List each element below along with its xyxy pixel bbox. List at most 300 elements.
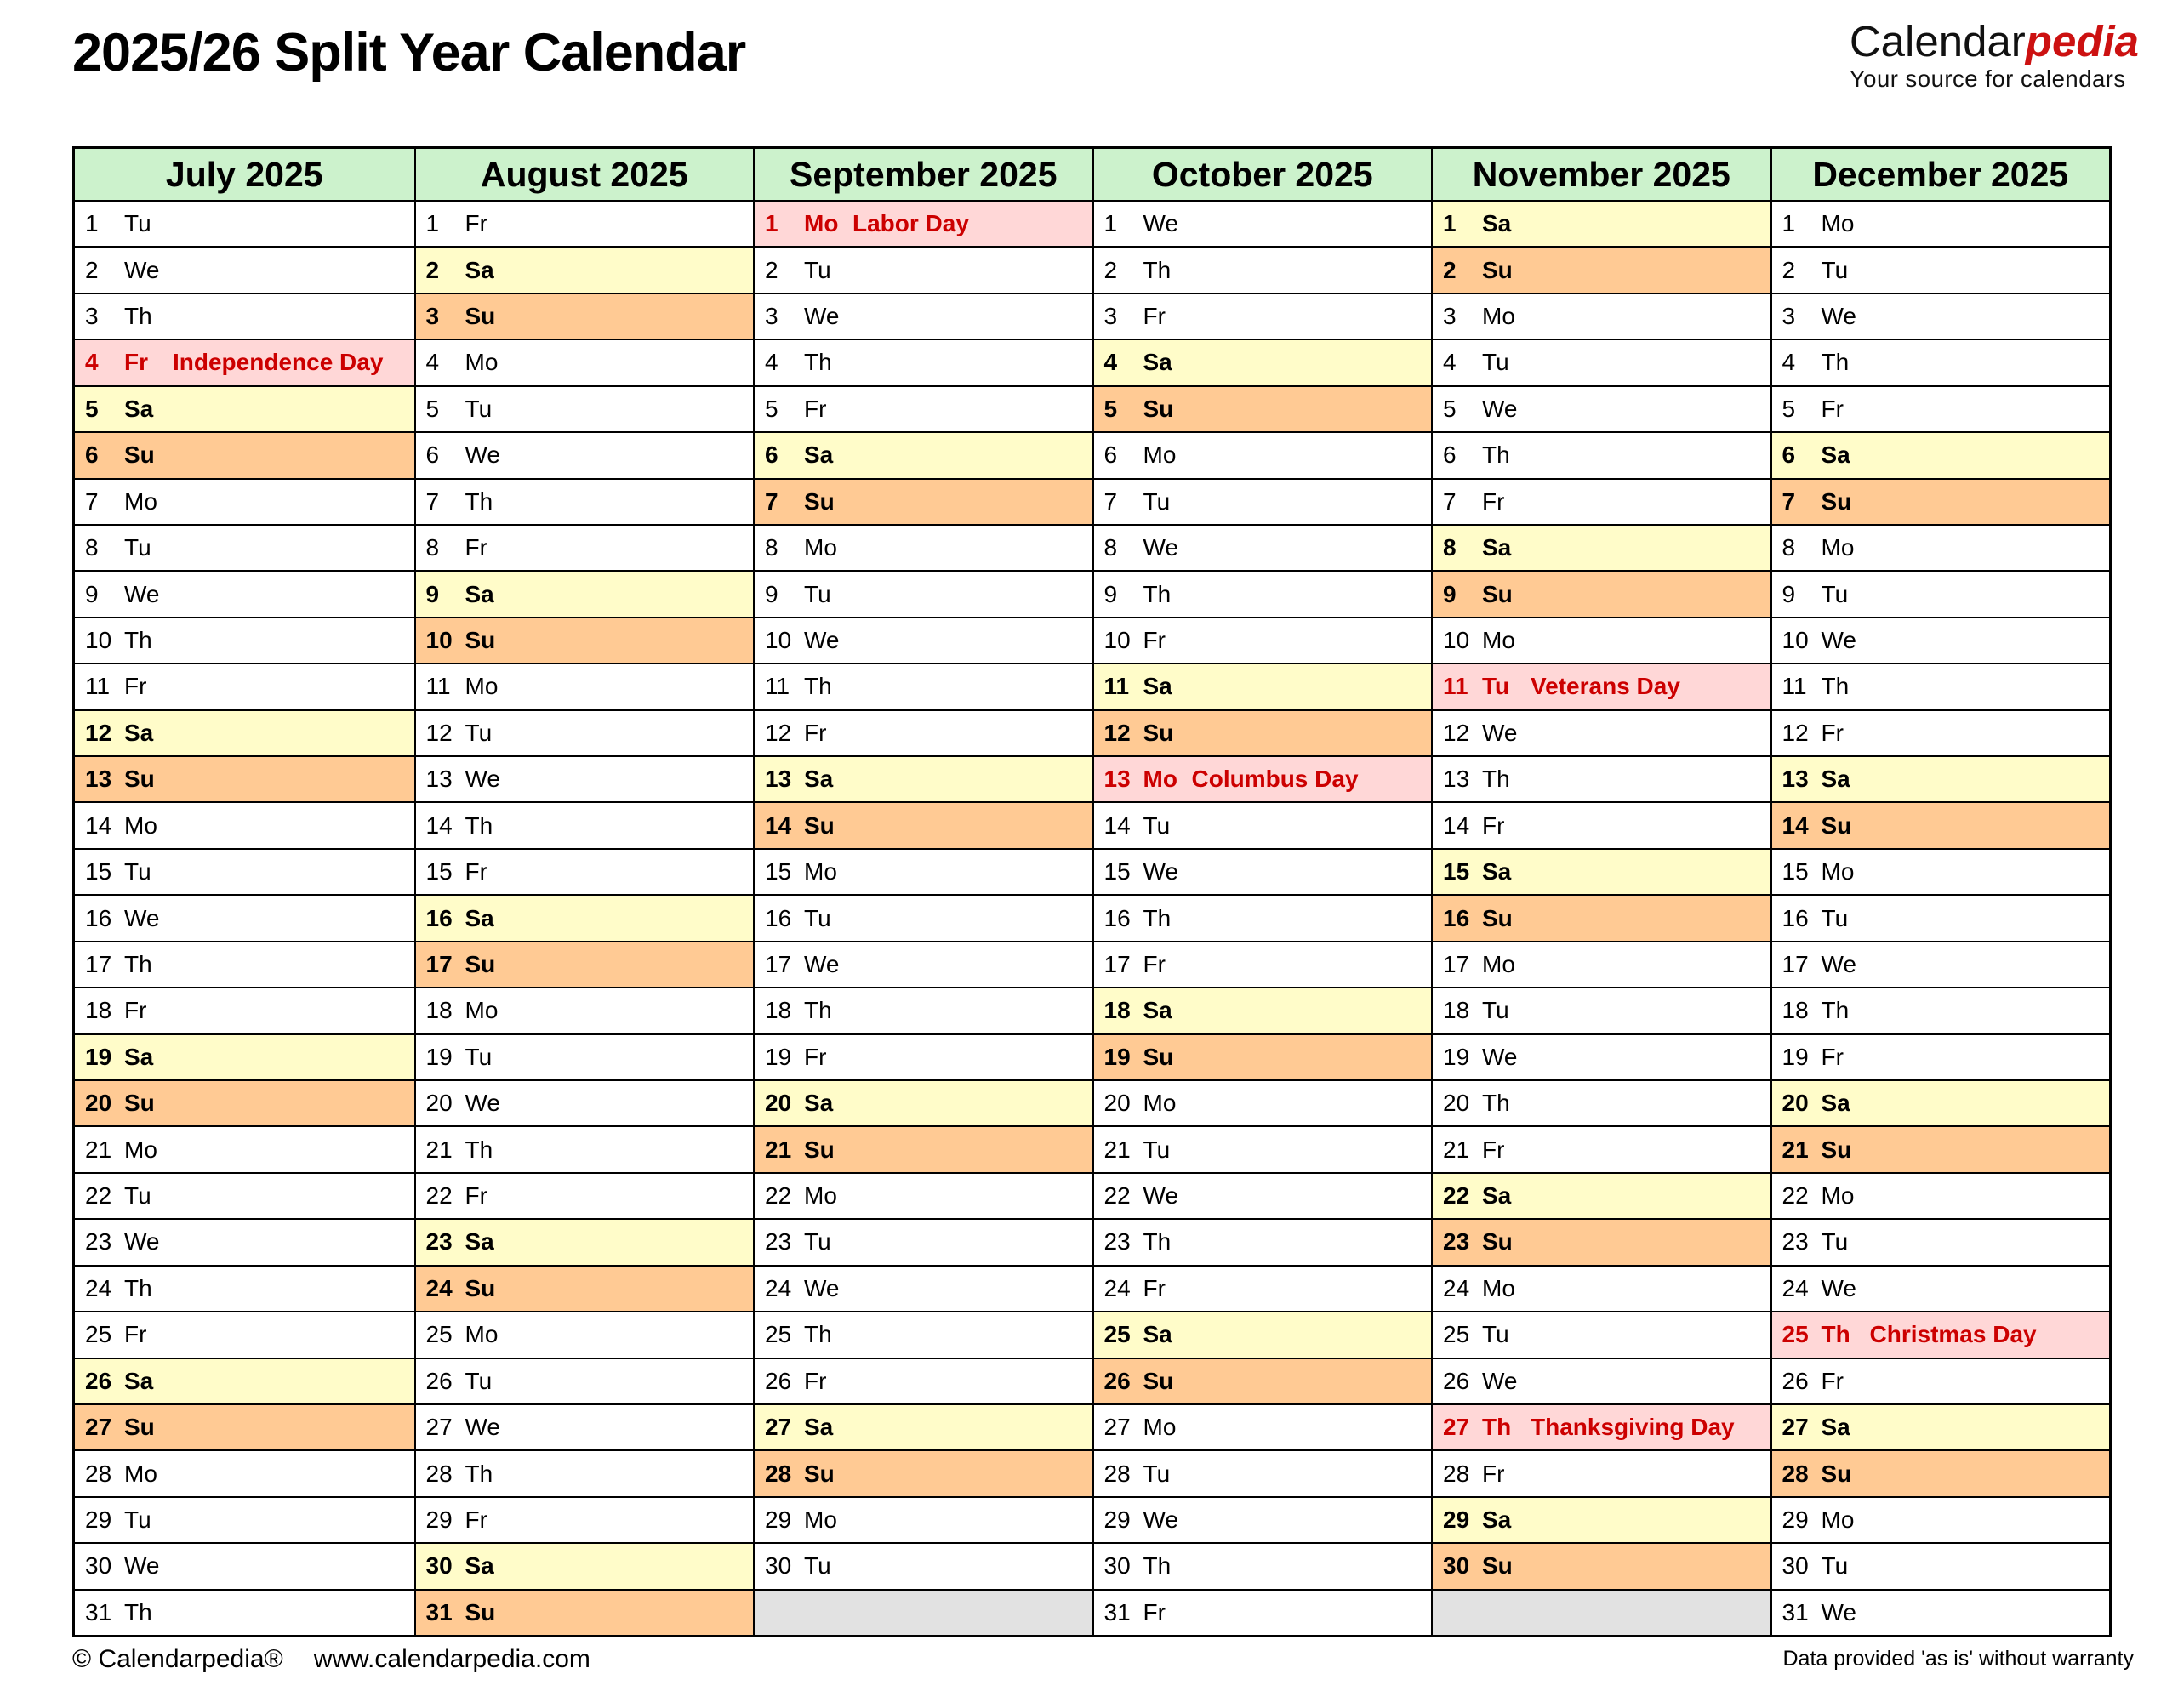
day-weekday: We — [1821, 950, 1856, 977]
day-weekday: Mo — [804, 210, 839, 237]
day-cell — [75, 941, 414, 987]
day-cell — [1772, 202, 2110, 246]
day-number: 15 — [1103, 858, 1131, 885]
day-weekday: Th — [1821, 349, 1850, 376]
day-number: 26 — [1782, 1367, 1809, 1394]
day-weekday: Th — [1143, 1228, 1172, 1255]
day-cell — [1094, 339, 1432, 384]
day-number: 26 — [425, 1367, 453, 1394]
day-weekday: Tu — [804, 1552, 831, 1580]
day-number: 24 — [765, 1274, 792, 1301]
day-cell — [1094, 987, 1432, 1033]
day-weekday: Sa — [465, 580, 494, 607]
day-number: 30 — [1782, 1552, 1809, 1580]
day-cell — [1772, 1218, 2110, 1264]
day-weekday: Tu — [804, 904, 831, 931]
day-number: 8 — [1443, 534, 1457, 561]
day-weekday: Fr — [804, 1367, 827, 1394]
day-number: 15 — [765, 858, 792, 885]
day-cell — [755, 1079, 1092, 1125]
day-cell — [75, 894, 414, 940]
day-cell — [1094, 709, 1432, 755]
day-weekday: Fr — [1821, 1043, 1844, 1070]
day-cell — [75, 202, 414, 246]
day-weekday: We — [124, 904, 160, 931]
day-number: 7 — [1103, 487, 1118, 515]
day-weekday: Fr — [804, 395, 827, 422]
day-weekday: Fr — [465, 858, 487, 885]
day-weekday: Mo — [1821, 1182, 1855, 1210]
day-weekday: Tu — [1482, 1321, 1509, 1348]
day-number: 4 — [1443, 349, 1457, 376]
day-cell — [1772, 894, 2110, 940]
day-cell — [416, 1125, 754, 1171]
day-weekday: Su — [804, 1136, 835, 1163]
day-number: 19 — [425, 1043, 453, 1070]
day-number: 6 — [1103, 441, 1118, 469]
day-number: 10 — [1103, 627, 1131, 653]
day-number: 6 — [1443, 441, 1457, 469]
day-number: 12 — [765, 719, 792, 746]
holiday-label: Thanksgiving Day — [1531, 1414, 1735, 1441]
day-number: 7 — [1782, 487, 1796, 515]
day-weekday: We — [1482, 395, 1518, 422]
day-number: 21 — [765, 1136, 792, 1163]
day-cell — [1433, 1496, 1770, 1542]
day-number: 21 — [1103, 1136, 1131, 1163]
day-cell — [75, 663, 414, 709]
day-number: 11 — [1443, 673, 1468, 700]
day-cell — [75, 987, 414, 1033]
day-number: 30 — [1443, 1552, 1470, 1580]
day-cell — [75, 1358, 414, 1403]
page-footer — [72, 1645, 2134, 1674]
day-weekday: Th — [804, 349, 832, 376]
day-weekday: Th — [1821, 1321, 1850, 1348]
day-cell — [1094, 941, 1432, 987]
day-cell — [75, 1265, 414, 1311]
day-cell — [1094, 1172, 1432, 1218]
day-cell — [1772, 431, 2110, 477]
day-weekday: Sa — [124, 395, 154, 422]
day-cell — [416, 894, 754, 940]
day-cell — [755, 570, 1092, 616]
day-number: 15 — [1782, 858, 1809, 885]
day-cell — [1772, 1172, 2110, 1218]
day-number: 20 — [425, 1090, 453, 1117]
day-weekday: We — [804, 1274, 840, 1301]
day-number: 5 — [765, 395, 778, 422]
day-weekday: Mo — [1482, 303, 1515, 330]
day-weekday: Su — [1143, 1367, 1174, 1394]
day-number: 26 — [1443, 1367, 1470, 1394]
day-number: 13 — [1782, 766, 1809, 793]
day-cell — [416, 385, 754, 431]
day-number: 14 — [1782, 811, 1809, 839]
day-number: 24 — [1443, 1274, 1470, 1301]
day-weekday: Su — [804, 811, 835, 839]
day-cell — [75, 1589, 414, 1635]
day-weekday: Su — [465, 627, 496, 653]
month-header: November 2025 — [1433, 149, 1770, 202]
day-weekday: We — [1143, 534, 1178, 561]
day-number: 18 — [765, 997, 792, 1024]
day-weekday: Mo — [124, 1460, 157, 1487]
day-number: 15 — [1443, 858, 1470, 885]
day-cell — [416, 246, 754, 292]
day-weekday: Sa — [1821, 441, 1850, 469]
day-weekday: Tu — [804, 580, 831, 607]
day-number: 29 — [1103, 1506, 1131, 1534]
day-number: 1 — [1103, 210, 1118, 237]
day-number: 2 — [1443, 256, 1457, 283]
day-number: 25 — [1782, 1321, 1809, 1348]
day-weekday: Mo — [1482, 1274, 1515, 1301]
day-number: 28 — [1782, 1460, 1809, 1487]
day-number: 30 — [425, 1552, 453, 1580]
day-cell — [75, 1218, 414, 1264]
day-weekday: Fr — [1482, 1460, 1505, 1487]
holiday-label: Independence Day — [173, 349, 384, 376]
day-number: 3 — [85, 303, 99, 330]
day-number: 24 — [85, 1274, 112, 1301]
day-weekday: Tu — [804, 256, 831, 283]
day-weekday: Th — [1821, 673, 1850, 700]
day-cell — [1772, 1265, 2110, 1311]
day-cell — [75, 1542, 414, 1588]
holiday-label: Columbus Day — [1191, 766, 1359, 793]
day-number: 28 — [1443, 1460, 1470, 1487]
month-header: July 2025 — [75, 149, 414, 202]
day-cell — [416, 1403, 754, 1449]
day-cell — [1094, 617, 1432, 663]
day-cell — [1094, 1311, 1432, 1357]
day-weekday: Mo — [1143, 1090, 1177, 1117]
day-cell — [416, 1033, 754, 1079]
day-weekday: Fr — [124, 997, 147, 1024]
day-number: 22 — [765, 1182, 792, 1210]
day-weekday: We — [465, 441, 500, 469]
footer-copyright-line — [72, 1645, 590, 1674]
day-weekday: Fr — [465, 534, 487, 561]
day-weekday: Fr — [1143, 627, 1166, 653]
day-weekday: Sa — [124, 719, 154, 746]
day-number: 8 — [85, 534, 99, 561]
day-number: 4 — [765, 349, 778, 376]
day-number: 10 — [1782, 627, 1809, 653]
day-cell — [755, 1311, 1092, 1357]
day-weekday: Tu — [804, 1228, 831, 1255]
day-weekday: Fr — [124, 349, 148, 376]
day-number: 15 — [85, 858, 112, 885]
day-weekday: We — [124, 580, 160, 607]
day-weekday: Th — [1143, 256, 1172, 283]
day-cell — [755, 848, 1092, 894]
day-cell — [755, 1172, 1092, 1218]
day-weekday: Fr — [1482, 811, 1505, 839]
day-weekday: Th — [1143, 1552, 1172, 1580]
day-number: 26 — [765, 1367, 792, 1394]
day-number: 17 — [1443, 950, 1470, 977]
day-cell — [75, 755, 414, 801]
day-number: 13 — [1443, 766, 1470, 793]
day-number: 23 — [425, 1228, 453, 1255]
day-weekday: Su — [1143, 395, 1174, 422]
day-number: 18 — [1782, 997, 1809, 1024]
day-number: 14 — [1443, 811, 1470, 839]
day-number: 10 — [85, 627, 112, 653]
day-number: 13 — [1103, 766, 1131, 793]
day-cell — [755, 1265, 1092, 1311]
day-number: 27 — [1443, 1414, 1470, 1441]
day-weekday: We — [1143, 1182, 1178, 1210]
day-cell — [1772, 987, 2110, 1033]
day-cell — [416, 1449, 754, 1495]
day-weekday: Tu — [465, 1367, 493, 1394]
day-cell — [1772, 801, 2110, 847]
day-weekday: Th — [465, 811, 493, 839]
day-weekday: Mo — [465, 997, 499, 1024]
day-weekday: Mo — [1821, 858, 1855, 885]
day-weekday: Sa — [465, 904, 494, 931]
day-cell — [1094, 801, 1432, 847]
day-weekday: Fr — [1821, 719, 1844, 746]
day-number: 14 — [765, 811, 792, 839]
day-cell — [1094, 1218, 1432, 1264]
day-weekday: Mo — [1482, 627, 1515, 653]
day-cell — [1772, 339, 2110, 384]
day-cell — [416, 1542, 754, 1588]
day-number: 3 — [425, 303, 440, 330]
day-cell — [1772, 755, 2110, 801]
day-weekday: Tu — [1143, 1136, 1171, 1163]
day-number: 1 — [1443, 210, 1457, 237]
day-number: 6 — [425, 441, 440, 469]
day-number: 7 — [765, 487, 778, 515]
day-number: 18 — [1103, 997, 1131, 1024]
day-number: 4 — [1103, 349, 1118, 376]
day-cell — [1433, 431, 1770, 477]
day-cell — [1094, 570, 1432, 616]
day-cell — [416, 202, 754, 246]
day-weekday: Mo — [465, 349, 499, 376]
day-number: 20 — [1443, 1090, 1470, 1117]
day-cell — [1433, 1079, 1770, 1125]
page-header — [0, 0, 2178, 146]
day-number: 7 — [85, 487, 99, 515]
day-cell — [1772, 293, 2110, 339]
day-cell — [1433, 293, 1770, 339]
day-weekday: Th — [1143, 580, 1172, 607]
day-number: 10 — [425, 627, 453, 653]
day-weekday: Mo — [804, 534, 837, 561]
day-weekday: Sa — [804, 1414, 834, 1441]
day-number: 1 — [85, 210, 99, 237]
day-cell — [1433, 894, 1770, 940]
day-weekday: Th — [1143, 904, 1172, 931]
day-cell — [755, 755, 1092, 801]
day-cell — [1094, 431, 1432, 477]
day-number: 29 — [765, 1506, 792, 1534]
day-number: 24 — [1103, 1274, 1131, 1301]
day-weekday: Su — [1482, 1552, 1513, 1580]
day-number: 22 — [85, 1182, 112, 1210]
day-weekday: Su — [124, 441, 155, 469]
day-weekday: Su — [124, 1090, 155, 1117]
day-weekday: Th — [124, 627, 152, 653]
day-cell — [1772, 385, 2110, 431]
day-cell — [1772, 1079, 2110, 1125]
day-weekday: Th — [1482, 1090, 1510, 1117]
day-number: 8 — [765, 534, 778, 561]
day-weekday: Su — [1821, 1460, 1852, 1487]
day-number: 8 — [425, 534, 440, 561]
day-cell — [1433, 1449, 1770, 1495]
day-cell — [75, 801, 414, 847]
day-cell — [416, 617, 754, 663]
day-number: 28 — [85, 1460, 112, 1487]
day-number: 17 — [1103, 950, 1131, 977]
day-number: 19 — [1443, 1043, 1470, 1070]
day-number: 12 — [425, 719, 453, 746]
day-weekday: We — [804, 303, 840, 330]
day-cell — [1772, 524, 2110, 570]
day-weekday: Mo — [1143, 1414, 1177, 1441]
day-weekday: We — [465, 766, 500, 793]
day-number: 28 — [1103, 1460, 1131, 1487]
empty-cell — [1433, 1589, 1770, 1635]
calendarpedia-url[interactable]: www.calendarpedia.com — [313, 1645, 590, 1673]
day-weekday: Sa — [465, 256, 494, 283]
day-weekday: Sa — [1482, 1182, 1512, 1210]
day-weekday: Mo — [1143, 766, 1177, 793]
day-number: 9 — [1782, 580, 1796, 607]
day-weekday: Su — [124, 1414, 155, 1441]
day-cell — [1772, 478, 2110, 524]
day-number: 11 — [85, 673, 111, 700]
day-number: 1 — [425, 210, 440, 237]
day-cell — [755, 1542, 1092, 1588]
day-weekday: Tu — [124, 1506, 151, 1534]
logo-wordmark — [1850, 19, 2139, 65]
day-weekday: Tu — [465, 395, 493, 422]
day-number: 16 — [425, 904, 453, 931]
day-number: 26 — [85, 1367, 112, 1394]
day-weekday: Fr — [465, 210, 487, 237]
day-weekday: Su — [1821, 1136, 1852, 1163]
day-cell — [1433, 801, 1770, 847]
day-cell — [1772, 1589, 2110, 1635]
day-number: 13 — [85, 766, 112, 793]
day-weekday: Tu — [124, 1182, 151, 1210]
day-cell — [1094, 1403, 1432, 1449]
day-cell — [1094, 1358, 1432, 1403]
empty-cell — [755, 1589, 1092, 1635]
day-number: 5 — [85, 395, 99, 422]
day-weekday: We — [124, 256, 160, 283]
day-number: 17 — [85, 950, 112, 977]
day-cell — [755, 524, 1092, 570]
day-weekday: Su — [465, 303, 496, 330]
month-column — [1770, 149, 2110, 1635]
day-weekday: Mo — [465, 673, 499, 700]
day-number: 26 — [1103, 1367, 1131, 1394]
day-weekday: Fr — [465, 1182, 487, 1210]
day-number: 30 — [1103, 1552, 1131, 1580]
day-cell — [1094, 524, 1432, 570]
day-number: 2 — [85, 256, 99, 283]
day-number: 10 — [1443, 627, 1470, 653]
day-number: 9 — [1443, 580, 1457, 607]
month-column — [75, 149, 414, 1635]
day-cell — [755, 941, 1092, 987]
day-weekday: Su — [124, 766, 155, 793]
day-weekday: Sa — [804, 766, 834, 793]
holiday-label: Labor Day — [852, 210, 969, 237]
day-number: 12 — [1782, 719, 1809, 746]
day-cell — [755, 894, 1092, 940]
day-cell — [416, 987, 754, 1033]
day-number: 18 — [1443, 997, 1470, 1024]
day-weekday: Tu — [1821, 1552, 1849, 1580]
day-cell — [1433, 709, 1770, 755]
day-cell — [1433, 1033, 1770, 1079]
day-weekday: Mo — [804, 858, 837, 885]
day-cell — [416, 1218, 754, 1264]
day-number: 21 — [1443, 1136, 1470, 1163]
day-weekday: Su — [465, 1274, 496, 1301]
day-cell — [75, 1403, 414, 1449]
day-number: 11 — [765, 673, 790, 700]
day-weekday: Tu — [1143, 1460, 1171, 1487]
day-number: 13 — [765, 766, 792, 793]
day-cell — [755, 1358, 1092, 1403]
day-cell — [755, 617, 1092, 663]
day-number: 3 — [1782, 303, 1796, 330]
day-cell — [1433, 339, 1770, 384]
day-weekday: Th — [124, 303, 152, 330]
day-number: 3 — [1443, 303, 1457, 330]
day-cell — [1094, 848, 1432, 894]
day-weekday: Th — [1821, 997, 1850, 1024]
day-weekday: We — [1482, 1367, 1518, 1394]
day-cell — [416, 755, 754, 801]
day-number: 5 — [1103, 395, 1118, 422]
day-cell — [1094, 755, 1432, 801]
day-number: 29 — [85, 1506, 112, 1534]
day-weekday: Sa — [1482, 1506, 1512, 1534]
month-header: October 2025 — [1094, 149, 1432, 202]
day-number: 6 — [85, 441, 99, 469]
day-number: 31 — [425, 1598, 453, 1625]
day-number: 16 — [765, 904, 792, 931]
day-cell — [416, 1079, 754, 1125]
day-weekday: Th — [804, 1321, 832, 1348]
day-cell — [755, 1496, 1092, 1542]
day-number: 20 — [1103, 1090, 1131, 1117]
month-header: September 2025 — [755, 149, 1092, 202]
day-number: 12 — [1443, 719, 1470, 746]
day-cell — [1433, 1358, 1770, 1403]
day-weekday: Mo — [804, 1506, 837, 1534]
day-number: 31 — [1782, 1598, 1809, 1625]
day-weekday: We — [465, 1090, 500, 1117]
day-cell — [1772, 1311, 2110, 1357]
day-number: 25 — [765, 1321, 792, 1348]
day-number: 18 — [85, 997, 112, 1024]
day-weekday: Tu — [1821, 256, 1849, 283]
day-cell — [1433, 1218, 1770, 1264]
